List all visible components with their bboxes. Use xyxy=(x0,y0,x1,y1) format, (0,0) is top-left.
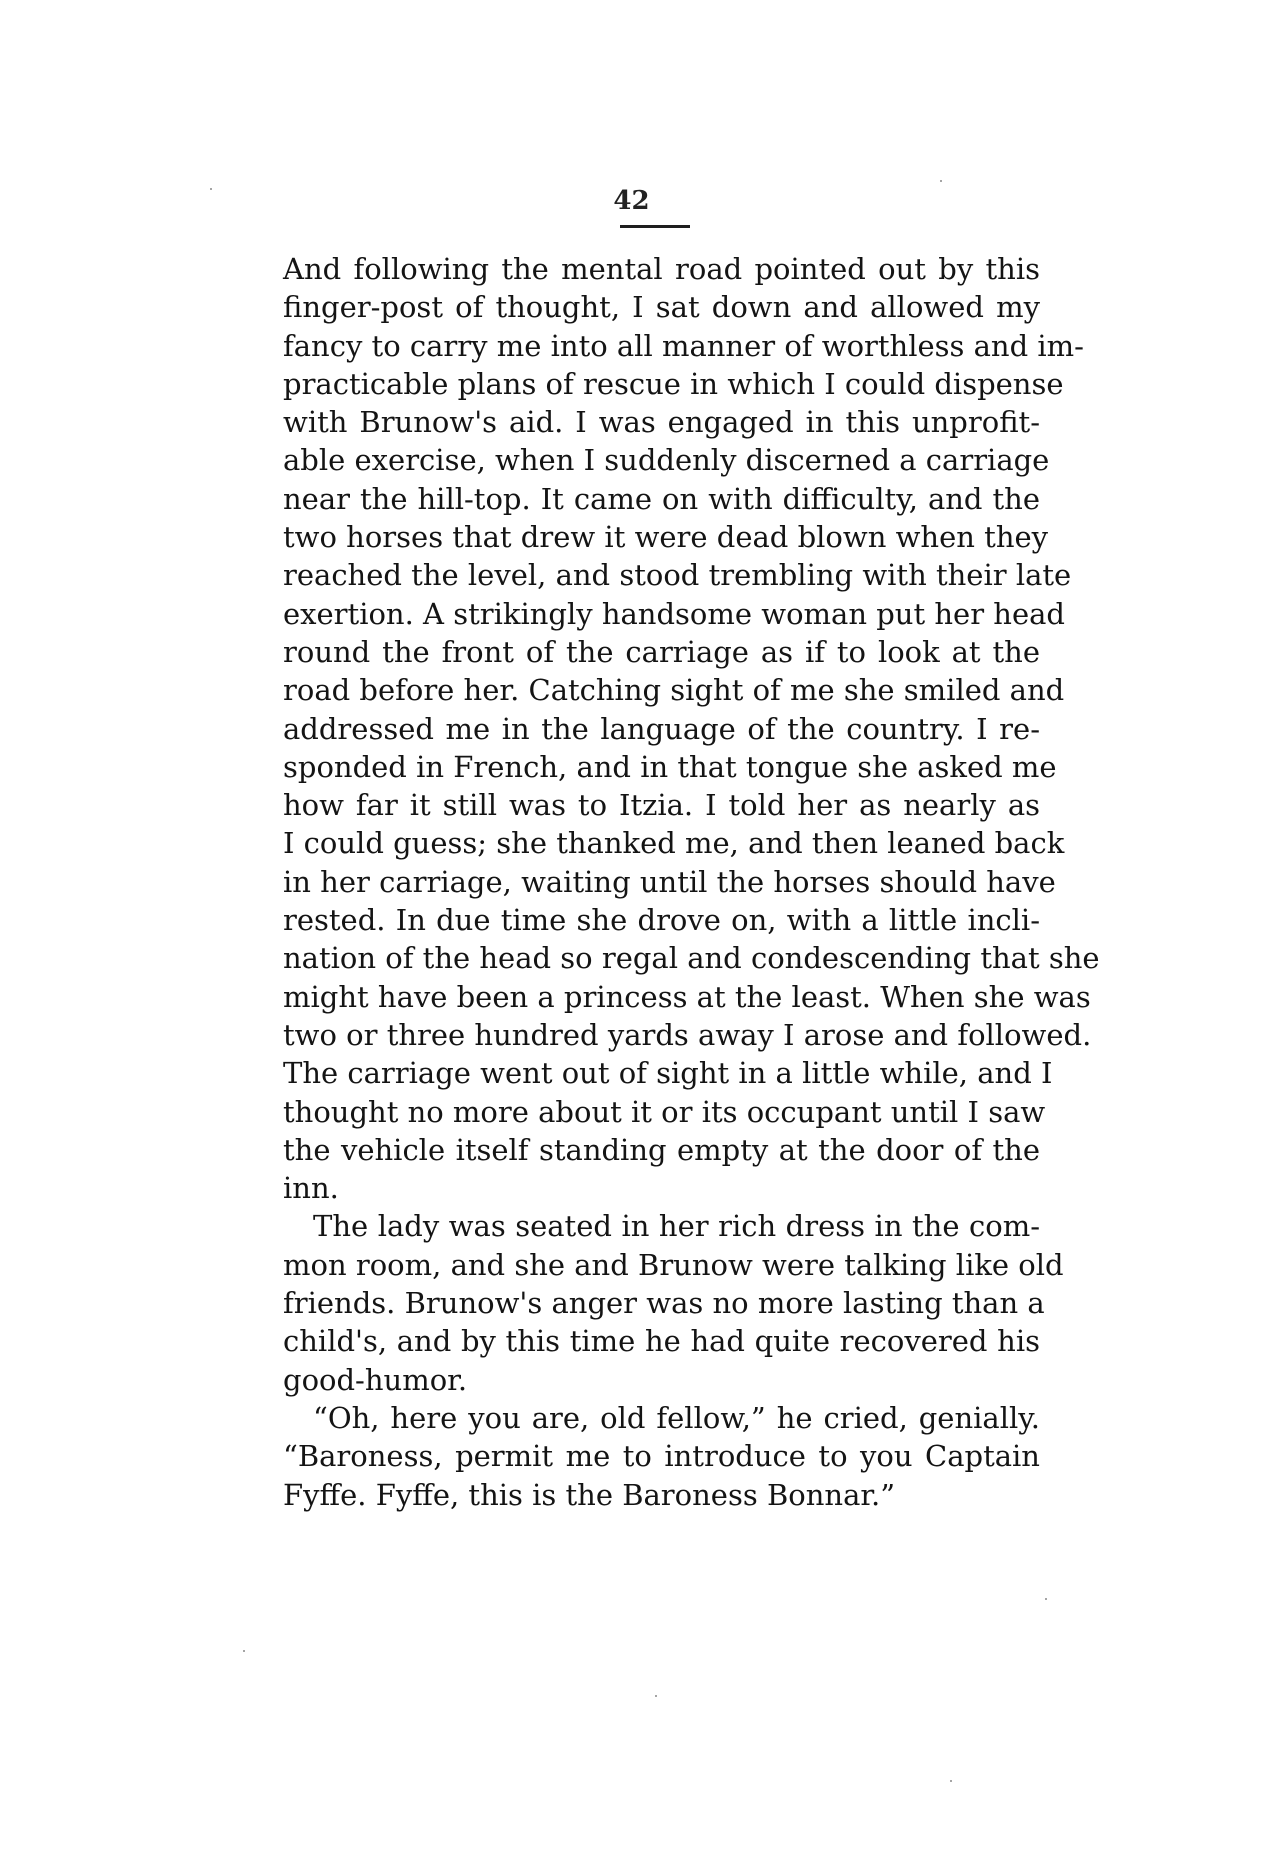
text-line: inn. xyxy=(283,1171,339,1206)
text-line: thought no more about it or its occupant until I saw xyxy=(283,1094,1046,1129)
scan-speck xyxy=(655,1695,657,1697)
text-line: fancy to carry me into all manner of worthless and im- xyxy=(283,328,1084,363)
page-number-rule xyxy=(620,225,690,228)
text-line: finger-post of thought, I sat down and allowed my xyxy=(283,290,1040,325)
scan-speck xyxy=(210,188,212,190)
text-line: child's, and by this time he had quite recovered his xyxy=(283,1324,1040,1359)
text-line: I could guess; she thanked me, and then leaned back xyxy=(283,826,1065,861)
text-line: addressed me in the language of the country. I re- xyxy=(283,711,1040,746)
text-line: in her carriage, waiting until the horses should have xyxy=(283,864,1056,899)
text-line: the vehicle itself standing empty at the door of the xyxy=(283,1132,1040,1167)
text-line: might have been a princess at the least. When she was xyxy=(283,979,1091,1014)
text-line: how far it still was to Itzia. I told her as nearly as xyxy=(283,788,1040,823)
text-line: with Brunow's aid. I was engaged in this unprofit- xyxy=(283,405,1040,440)
scan-speck xyxy=(243,1650,245,1652)
text-line: road before her. Catching sight of me she smiled and xyxy=(283,673,1065,708)
page-number: 42 xyxy=(613,186,650,216)
scan-speck xyxy=(950,1780,952,1782)
text-line: “Baroness, permit me to introduce to you Captain xyxy=(283,1439,1040,1474)
paragraph-2 xyxy=(283,1207,1064,1398)
text-line: able exercise, when I suddenly discerned a carriage xyxy=(283,443,1050,478)
text-line: nation of the head so regal and condescending that she xyxy=(283,941,1100,976)
text-line: friends. Brunow's anger was no more lasting than a xyxy=(283,1286,1045,1321)
text-line: The lady was seated in her rich dress in the com- xyxy=(313,1209,1040,1244)
text-line: two horses that drew it were dead blown when they xyxy=(283,520,1049,555)
text-line: near the hill-top. It came on with difficulty, and the xyxy=(283,481,1040,516)
text-line: practicable plans of rescue in which I could dispense xyxy=(283,366,1064,401)
text-line: rested. In due time she drove on, with a little incli- xyxy=(283,903,1040,938)
text-line: “Oh, here you are, old fellow,” he cried, genially. xyxy=(313,1400,1040,1435)
text-line: And following the mental road pointed out by this xyxy=(283,252,1040,286)
body-text xyxy=(283,250,1100,1514)
text-line: good-humor. xyxy=(283,1362,468,1397)
scan-speck xyxy=(940,180,942,182)
paragraph-3 xyxy=(283,1399,1040,1514)
text-line: The carriage went out of sight in a little while, and I xyxy=(283,1056,1053,1091)
text-line: exertion. A strikingly handsome woman put her head xyxy=(283,596,1065,631)
text-line: Fyffe. Fyffe, this is the Baroness Bonnar.” xyxy=(283,1477,896,1512)
text-line: sponded in French, and in that tongue she asked me xyxy=(283,749,1057,784)
paragraph-1 xyxy=(283,250,1100,1207)
text-line: mon room, and she and Brunow were talking like old xyxy=(283,1247,1064,1282)
text-line: two or three hundred yards away I arose and followed. xyxy=(283,1017,1092,1052)
scan-speck xyxy=(1045,1598,1047,1600)
text-line: round the front of the carriage as if to look at the xyxy=(283,634,1040,669)
text-line: reached the level, and stood trembling with their late xyxy=(283,558,1072,593)
